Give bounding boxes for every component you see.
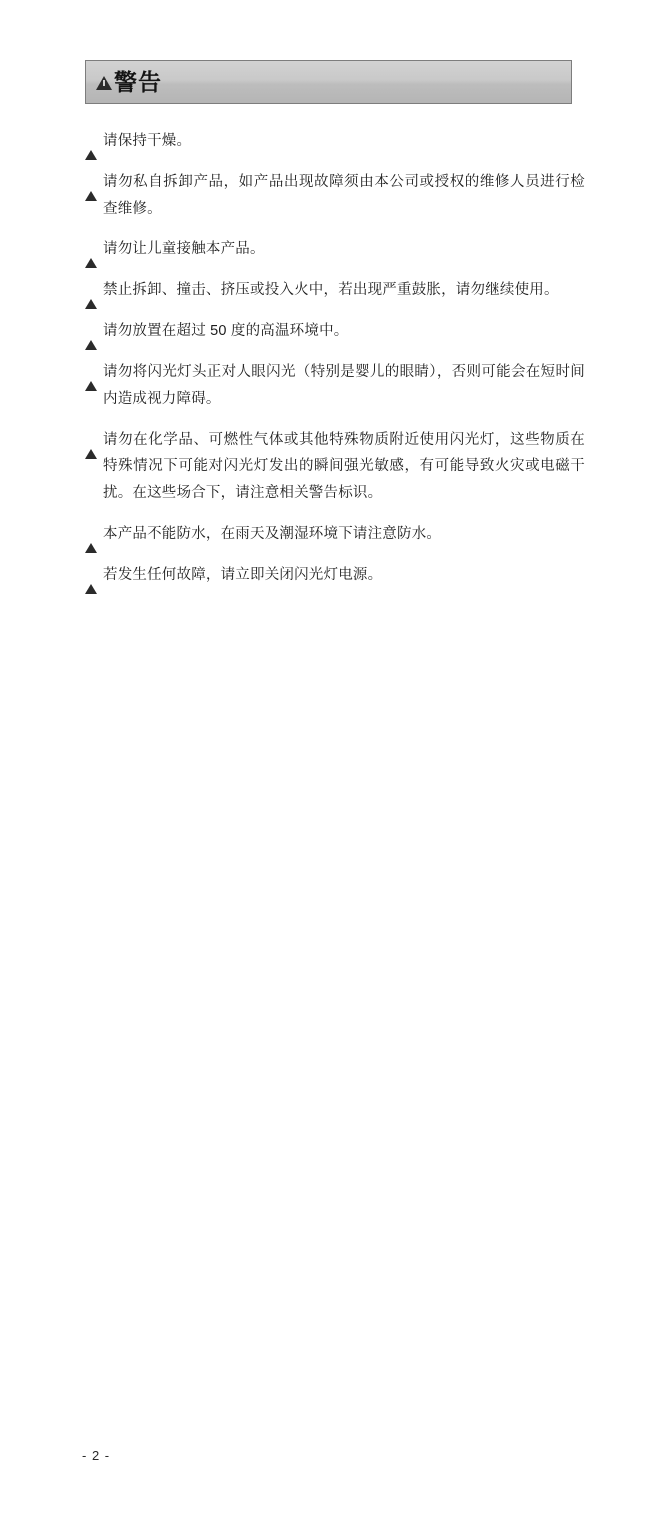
list-item-text: 若发生任何故障，请立即关闭闪光灯电源。 <box>103 566 383 583</box>
warning-triangle-icon <box>85 318 103 341</box>
list-item-text: 请勿在化学品、可燃性气体或其他特殊物质附近使用闪光灯，这些物质在特殊情况下可能对闪光灯发出的瞬间强光敏感，有可能导致火灾或电磁干扰。在这些场合下，请注意相关警告标识。 <box>103 431 585 502</box>
list-item-text: 请勿放置在超过 50 度的高温环境中。 <box>103 323 349 340</box>
warning-triangle-icon <box>85 236 103 259</box>
list-item-text: 请勿私自拆卸产品，如产品出现故障须由本公司或授权的维修人员进行检查维修。 <box>103 173 585 217</box>
warning-banner-title: 警告 <box>114 68 162 95</box>
list-item <box>85 236 585 263</box>
list-item <box>85 169 585 223</box>
list-item <box>85 318 585 345</box>
list-item <box>85 277 585 304</box>
list-item <box>85 128 585 155</box>
list-item <box>85 427 585 507</box>
warning-triangle-icon <box>85 128 103 151</box>
list-item-text: 请保持干燥。 <box>103 133 192 149</box>
page-number: - 2 - <box>82 1448 111 1463</box>
warning-triangle-icon <box>85 562 103 585</box>
list-item <box>85 359 585 413</box>
warning-triangle-icon <box>85 169 103 192</box>
warning-list <box>85 128 585 603</box>
warning-banner <box>85 60 572 104</box>
list-item <box>85 562 585 589</box>
warning-triangle-icon <box>85 359 103 382</box>
warning-triangle-icon <box>85 521 103 544</box>
list-item <box>85 521 585 548</box>
list-item-text: 禁止拆卸、撞击、挤压或投入火中，若出现严重鼓胀，请勿继续使用。 <box>103 282 559 299</box>
list-item-text: 本产品不能防水，在雨天及潮湿环境下请注意防水。 <box>103 525 442 542</box>
list-item-text: 请勿将闪光灯头正对人眼闪光（特别是婴儿的眼睛），否则可能会在短时间内造成视力障碍。 <box>103 363 585 407</box>
warning-triangle-icon <box>96 76 112 90</box>
warning-triangle-icon <box>85 427 103 450</box>
list-item-text: 请勿让儿童接触本产品。 <box>103 241 265 258</box>
warning-triangle-icon <box>85 277 103 300</box>
